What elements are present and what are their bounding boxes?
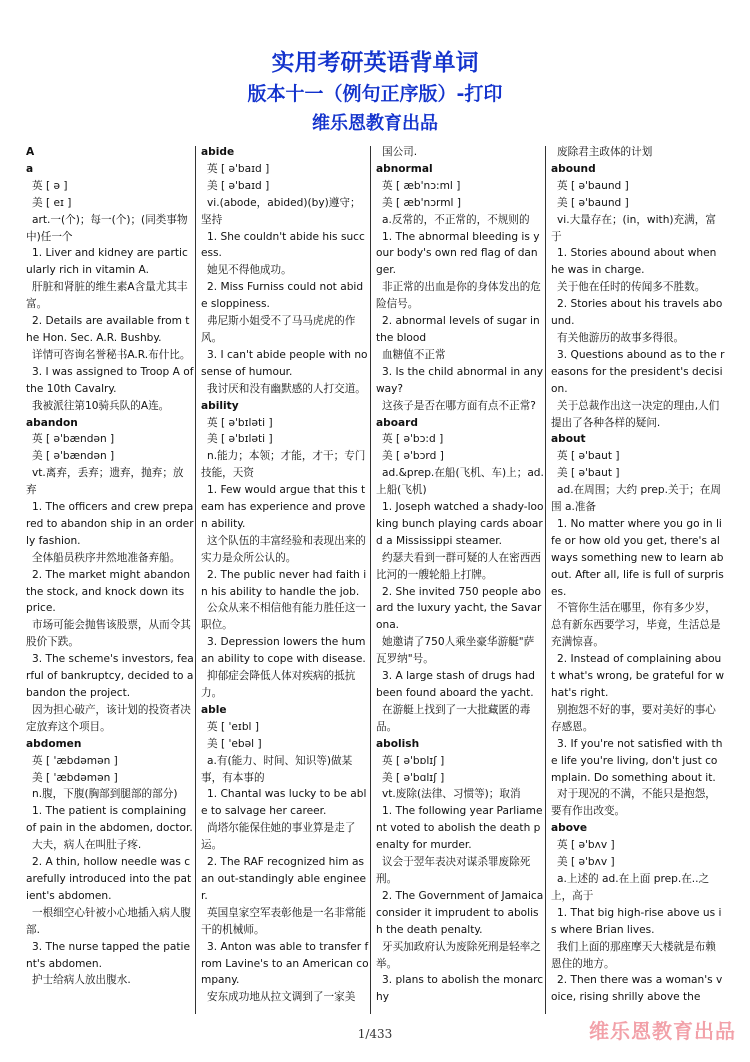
entry-line: 约瑟夫看到一群可疑的人在密西西比河的一艘轮船上打牌。 xyxy=(376,551,541,581)
entry-line: 英 [ ə'bɪləti ] xyxy=(207,416,273,429)
entry-line: 血糖值不正常 xyxy=(382,348,446,361)
text-column-4 xyxy=(547,144,728,1014)
entry-line: 3. Depression lowers the human ability to cope with disease. xyxy=(201,636,366,666)
entry-headword: a xyxy=(26,162,34,175)
entry-line: 英国皇家空军表彰他是一名非常能干的机械师。 xyxy=(201,906,366,936)
entry-line: a.反常的，不正常的，不规则的 xyxy=(382,213,530,226)
entry-headword: abnormal xyxy=(376,162,433,175)
entry-line: 我讨厌和没有幽默感的人打交道。 xyxy=(207,382,366,395)
entry-line: 护士给病人放出腹水. xyxy=(32,974,131,987)
document-title: 实用考研英语背单词 xyxy=(271,50,479,76)
entry-line: 美 [ ə'bʌv ] xyxy=(557,856,615,869)
entry-headword: abandon xyxy=(26,416,78,429)
entry-line: 英 [ ə'baɪd ] xyxy=(207,162,270,175)
entry-line: 抑郁症会降低人体对疾病的抵抗力。 xyxy=(201,670,356,699)
entry-line: 议会于翌年表决对谋杀罪废除死刑。 xyxy=(376,856,531,885)
entry-line: 美 [ 'ebəl ] xyxy=(207,737,262,750)
entry-line: 她见不得他成功。 xyxy=(207,264,292,277)
entry-line: 1. Joseph watched a shady-looking bunch playing cards aboard a Mississippi steamer. xyxy=(376,501,544,547)
entry-line: 2. Details are available from the Hon. Sec. A.R. Bushby. xyxy=(26,315,190,344)
entry-line: 弗尼斯小姐受不了马马虎虎的作风。 xyxy=(201,315,356,344)
entry-line: 1. She couldn't abide his success. xyxy=(201,230,365,260)
entry-line: 在游艇上找到了一大批藏匿的毒品。 xyxy=(376,703,531,733)
entry-line: 英 [ ə'baut ] xyxy=(557,450,620,463)
entry-line: n.腹，下腹(胸部到腿部的部分) xyxy=(32,788,178,801)
entry-line: 尚塔尔能保住她的事业算是走了运。 xyxy=(201,822,356,852)
entry-line: 英 [ ə'bɔ:d ] xyxy=(382,433,444,446)
entry-line: 国公司. xyxy=(382,146,418,158)
entry-line: 有关他游历的故事多得很。 xyxy=(557,331,685,344)
text-column-1 xyxy=(22,144,197,1014)
entry-line: 2. A thin, hollow needle was carefully introduced into the patient's abdomen. xyxy=(26,856,192,902)
entry-line: 3. Questions abound as to the reasons for the president's decision. xyxy=(551,348,725,395)
entry-line: 3. The scheme's investors, fearful of bankruptcy, decided to abandon the project. xyxy=(26,653,194,699)
entry-line: 2. Then there was a woman's voice, rising shrilly above the xyxy=(551,974,723,1004)
entry-line: 美 [ ə'bændən ] xyxy=(32,450,115,463)
text-column-2 xyxy=(197,144,372,1014)
entry-line: 1. The officers and crew prepared to abandon ship in an orderly fashion. xyxy=(26,501,194,547)
entry-line: a.有(能力、时间、知识等)做某事，有本事的 xyxy=(201,754,353,784)
entry-line: 美 [ ə'bɔrd ] xyxy=(382,450,444,463)
entry-line: 市场可能会抛售该股票，从而令其股价下跌。 xyxy=(26,619,191,649)
entry-line: 英 [ ə'bɒlɪʃ ] xyxy=(382,754,445,767)
entry-headword: abdomen xyxy=(26,737,82,750)
entry-line: 2. The market might abandon the stock, and knock down its price. xyxy=(26,568,191,615)
entry-line: 对于现况的不满，不能只是抱怨，要有作出改变。 xyxy=(551,788,716,818)
entry-line: 牙买加政府认为废除死刑是轻率之举。 xyxy=(376,940,541,970)
entry-line: 3. Anton was able to transfer from Lavine's to an American company. xyxy=(201,940,369,987)
entry-line: 详情可咨询名誉秘书A.R.布什比。 xyxy=(32,348,191,361)
entry-line: ad.&prep.在船(飞机、车)上；ad.上船(飞机) xyxy=(376,467,544,497)
entry-line: 1. No matter where you go in life or how old you get, there's always something new to learn about. After all, life is full of surprises. xyxy=(551,517,724,598)
entry-headword: abide xyxy=(201,146,235,158)
entry-line: 全体船员秩序井然地准备弃船。 xyxy=(32,551,181,564)
entry-line: 我们上面的那座摩天大楼就是布赖恩住的地方。 xyxy=(551,940,716,970)
entry-line: 美 [ ə'bɪləti ] xyxy=(207,433,273,446)
entry-line: 一根细空心针被小心地插入病人腹部. xyxy=(26,906,191,936)
entry-line: 美 [ ə'baɪd ] xyxy=(207,179,270,192)
entry-line: 肝脏和肾脏的维生素A含量尤其丰富。 xyxy=(26,281,188,311)
entry-line: 1. Stories abound about when he was in charge. xyxy=(551,247,717,277)
entry-line: 英 [ æb'nɔ:ml ] xyxy=(382,179,461,192)
entry-line: 2. The RAF recognized him as an out-standingly able engineer. xyxy=(201,856,367,902)
entry-line: 不管你生活在哪里，你有多少岁，总有新东西要学习，毕竟，生活总是充满惊喜。 xyxy=(551,602,721,649)
entry-line: 公众从来不相信他有能力胜任这一职位。 xyxy=(201,602,366,632)
text-column-3 xyxy=(372,144,547,1014)
entry-line: 1. That big high-rise above us is where Brian lives. xyxy=(551,906,722,936)
entry-headword: able xyxy=(201,703,227,716)
entry-line: 3. If you're not satisfied with the life you're living, don't just complain. Do something about it. xyxy=(551,737,723,784)
entry-headword: about xyxy=(551,433,586,446)
entry-line: 1. The following year Parliament voted to abolish the death penalty for murder. xyxy=(376,805,543,852)
entry-headword: abound xyxy=(551,162,596,175)
entry-line: 2. Stories about his travels abound. xyxy=(551,298,723,328)
entry-line: 美 [ 'æbdəmən ] xyxy=(32,771,118,784)
entry-line: 3. A large stash of drugs had been found aboard the yacht. xyxy=(376,670,535,699)
entry-line: 美 [ æb'nɔrml ] xyxy=(382,196,461,209)
watermark-logo: 维乐恩教育出品 xyxy=(589,1019,736,1043)
entry-line: 3. I was assigned to Troop A of the 10th Cavalry. xyxy=(26,365,194,395)
entry-line: 美 [ ə'baund ] xyxy=(557,196,629,209)
entry-line: 英 [ 'eɪbl ] xyxy=(207,720,259,733)
entry-line: 别抱怨不好的事，要对美好的事心存感恩。 xyxy=(551,703,716,733)
entry-line: n.能力；本领；才能，才干；专门技能，天资 xyxy=(201,450,366,480)
entry-line: 关于总裁作出这一决定的理由,人们提出了各种各样的疑问. xyxy=(551,399,720,429)
entry-headword: A xyxy=(26,146,35,158)
document-subtitle: 版本十一（例句正序版）-打印 xyxy=(247,83,503,105)
entry-line: 英 [ ə ] xyxy=(32,179,68,192)
entry-line: 关于他在任时的传闻多不胜数。 xyxy=(557,281,706,294)
entry-line: vi.大量存在；(in，with)充满，富于 xyxy=(551,213,716,243)
entry-line: 英 [ ə'bʌv ] xyxy=(557,839,615,852)
entry-line: vi.(abode，abided)(by)遵守；坚持 xyxy=(201,196,361,226)
entry-line: 2. abnormal levels of sugar in the blood xyxy=(376,315,540,344)
entry-line: 2. Instead of complaining about what's wrong, be grateful for what's right. xyxy=(551,653,724,699)
entry-line: 3. plans to abolish the monarchy xyxy=(376,974,544,1004)
entry-line: vt.离弃，丢弃；遗弃，抛弃；放弃 xyxy=(26,467,184,497)
page-number: 1/433 xyxy=(357,1027,393,1041)
entry-line: 美 [ ə'bɑlɪʃ ] xyxy=(382,771,445,784)
entry-line: 英 [ ə'baund ] xyxy=(557,179,629,192)
entry-line: 1. The patient is complaining of pain in the abdomen, doctor. xyxy=(26,805,193,835)
entry-line: 英 [ 'æbdəmən ] xyxy=(32,754,118,767)
entry-line: art.一(个)；每一(个)；(同类事物中)任一个 xyxy=(26,213,188,243)
entry-line: 2. The Government of Jamaica consider it imprudent to abolish the death penalty. xyxy=(376,889,544,936)
entry-line: 这孩子是否在哪方面有点不正常? xyxy=(382,399,536,412)
entry-line: 3. Is the child abnormal in any way? xyxy=(376,365,543,395)
entry-line: a.上述的 ad.在上面 prep.在..之上，高于 xyxy=(551,872,710,902)
entry-line: 2. She invited 750 people aboard the luxury yacht, the Savarona. xyxy=(376,585,542,632)
entry-line: 1. Chantal was lucky to be able to salvage her career. xyxy=(201,788,367,818)
entry-line: 1. The abnormal bleeding is your body's own red flag of danger. xyxy=(376,230,540,277)
entry-line: 英 [ ə'bændən ] xyxy=(32,433,115,446)
entry-line: ad.在周围；大约 prep.关于；在周围 a.准备 xyxy=(551,484,721,514)
entry-line: 1. Few would argue that this team has experience and proven ability. xyxy=(201,484,366,530)
entry-headword: ability xyxy=(201,399,239,412)
entry-line: 我被派往第10骑兵队的A连。 xyxy=(32,399,170,412)
entry-line: 2. Miss Furniss could not abide sloppiness. xyxy=(201,281,364,311)
entry-line: 3. I can't abide people with no sense of humour. xyxy=(201,348,368,378)
document-publisher: 维乐恩教育出品 xyxy=(312,113,438,134)
entry-line: 非正常的出血是你的身体发出的危险信号。 xyxy=(376,281,541,311)
entry-line: 因为担心破产，该计划的投资者决定放弃这个项目。 xyxy=(26,703,191,733)
entry-line: vt.废除(法律、习惯等)；取消 xyxy=(382,788,521,801)
entry-headword: above xyxy=(551,822,588,835)
entry-headword: abolish xyxy=(376,737,420,750)
entry-line: 2. The public never had faith in his ability to handle the job. xyxy=(201,568,367,598)
entry-headword: aboard xyxy=(376,416,418,429)
entry-line: 她邀请了750人乘坐豪华游艇"萨瓦罗纳"号。 xyxy=(376,636,535,666)
entry-line: 美 [ ə'baut ] xyxy=(557,467,620,480)
entry-line: 美 [ eɪ ] xyxy=(32,196,72,209)
entry-line: 安东成功地从拉文调到了一家美 xyxy=(207,991,356,1004)
entry-line: 这个队伍的丰富经验和表现出来的实力是众所公认的。 xyxy=(201,534,366,564)
entry-line: 大夫，病人在叫肚子疼. xyxy=(32,839,142,852)
entry-line: 3. The nurse tapped the patient's abdomen. xyxy=(26,940,191,970)
entry-line: 废除君主政体的计划 xyxy=(557,146,653,158)
entry-line: 1. Liver and kidney are particularly rich in vitamin A. xyxy=(26,247,188,277)
